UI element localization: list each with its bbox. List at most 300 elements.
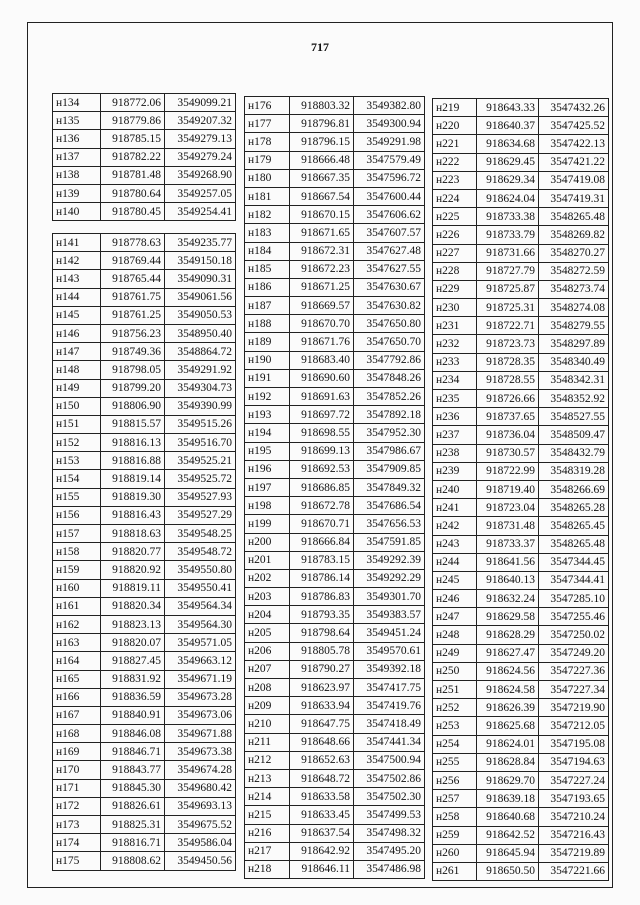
- x-coordinate: 918796.81: [290, 115, 354, 133]
- point-id: н212: [245, 751, 290, 769]
- point-id: н153: [53, 452, 101, 470]
- point-id: н246: [433, 590, 477, 608]
- point-id: н247: [433, 608, 477, 626]
- table-row: [245, 169, 425, 187]
- x-coordinate: 918820.92: [101, 561, 165, 579]
- y-coordinate: 3547344.45: [539, 553, 609, 571]
- x-coordinate: 918761.75: [101, 288, 165, 306]
- point-id: н235: [433, 390, 477, 408]
- table-row: [53, 834, 236, 852]
- point-id: н210: [245, 715, 290, 733]
- x-coordinate: 918671.76: [290, 333, 354, 351]
- x-coordinate: 918666.48: [290, 151, 354, 169]
- point-id: н231: [433, 317, 477, 335]
- y-coordinate: 3547909.85: [354, 460, 425, 478]
- table-row: [245, 224, 425, 242]
- x-coordinate: 918831.92: [101, 670, 165, 688]
- point-id: н163: [53, 634, 101, 652]
- x-coordinate: 918723.73: [477, 335, 539, 353]
- x-coordinate: 918725.31: [477, 299, 539, 317]
- y-coordinate: 3547249.20: [539, 644, 609, 662]
- y-coordinate: 3549150.18: [165, 252, 236, 270]
- table-row: [433, 753, 609, 771]
- y-coordinate: 3547591.85: [354, 533, 425, 551]
- table-row: [53, 397, 236, 415]
- point-id: н141: [53, 234, 101, 252]
- table-row: [53, 506, 236, 524]
- y-coordinate: 3547792.86: [354, 351, 425, 369]
- y-coordinate: 3547441.34: [354, 733, 425, 751]
- y-coordinate: 3547502.86: [354, 769, 425, 787]
- x-coordinate: 918634.68: [477, 135, 539, 153]
- y-coordinate: 3547419.08: [539, 171, 609, 189]
- point-id: н147: [53, 343, 101, 361]
- table-row: [433, 299, 609, 317]
- y-coordinate: 3547498.32: [354, 824, 425, 842]
- table-row: [245, 333, 425, 351]
- x-coordinate: 918749.36: [101, 343, 165, 361]
- x-coordinate: 918819.14: [101, 470, 165, 488]
- point-id: н187: [245, 297, 290, 315]
- table-row: [433, 335, 609, 353]
- table-row: [433, 590, 609, 608]
- point-id: н211: [245, 733, 290, 751]
- point-id: н161: [53, 597, 101, 615]
- y-coordinate: 3548342.31: [539, 371, 609, 389]
- point-id: н159: [53, 561, 101, 579]
- y-coordinate: 3547227.34: [539, 681, 609, 699]
- x-coordinate: 918733.37: [477, 535, 539, 553]
- point-id: н213: [245, 769, 290, 787]
- table-row: [245, 460, 425, 478]
- x-coordinate: 918826.61: [101, 797, 165, 815]
- table-row: [53, 166, 236, 184]
- point-id: н233: [433, 353, 477, 371]
- coordinates-table-1b: [52, 233, 236, 871]
- point-id: н241: [433, 499, 477, 517]
- point-id: н261: [433, 862, 477, 880]
- point-id: н200: [245, 533, 290, 551]
- x-coordinate: 918666.84: [290, 533, 354, 551]
- x-coordinate: 918650.50: [477, 862, 539, 880]
- x-coordinate: 918643.33: [477, 99, 539, 117]
- point-id: н232: [433, 335, 477, 353]
- x-coordinate: 918646.11: [290, 860, 354, 878]
- table-row: [433, 480, 609, 498]
- x-coordinate: 918820.77: [101, 543, 165, 561]
- table-row: [53, 434, 236, 452]
- y-coordinate: 3547686.54: [354, 497, 425, 515]
- table-row: [433, 771, 609, 789]
- x-coordinate: 918818.63: [101, 525, 165, 543]
- point-id: н172: [53, 797, 101, 815]
- point-id: н140: [53, 203, 101, 221]
- y-coordinate: 3548266.69: [539, 480, 609, 498]
- table-row: [245, 733, 425, 751]
- y-coordinate: 3549663.12: [165, 652, 236, 670]
- point-id: н215: [245, 806, 290, 824]
- y-coordinate: 3549235.77: [165, 234, 236, 252]
- x-coordinate: 918637.54: [290, 824, 354, 842]
- y-coordinate: 3547421.22: [539, 153, 609, 171]
- table-row: [53, 112, 236, 130]
- point-id: н184: [245, 242, 290, 260]
- y-coordinate: 3548340.49: [539, 353, 609, 371]
- point-id: н136: [53, 130, 101, 148]
- table-row: [245, 824, 425, 842]
- table-row: [245, 97, 425, 115]
- x-coordinate: 918645.94: [477, 844, 539, 862]
- point-id: н186: [245, 278, 290, 296]
- table-row: [53, 543, 236, 561]
- point-id: н138: [53, 166, 101, 184]
- table-row: [433, 517, 609, 535]
- table-row: [53, 415, 236, 433]
- point-id: н156: [53, 506, 101, 524]
- table-row: [245, 860, 425, 878]
- y-coordinate: 3549550.41: [165, 579, 236, 597]
- x-coordinate: 918727.79: [477, 262, 539, 280]
- point-id: н255: [433, 753, 477, 771]
- point-id: н248: [433, 626, 477, 644]
- table-row: [433, 390, 609, 408]
- table-row: [245, 806, 425, 824]
- point-id: н175: [53, 852, 101, 870]
- table-row: [245, 187, 425, 205]
- x-coordinate: 918825.31: [101, 816, 165, 834]
- x-coordinate: 918719.40: [477, 480, 539, 498]
- y-coordinate: 3549292.29: [354, 569, 425, 587]
- point-id: н234: [433, 371, 477, 389]
- table-row: [53, 270, 236, 288]
- y-coordinate: 3547193.65: [539, 790, 609, 808]
- y-coordinate: 3549693.13: [165, 797, 236, 815]
- x-coordinate: 918626.39: [477, 699, 539, 717]
- x-coordinate: 918808.62: [101, 852, 165, 870]
- table-row: [245, 569, 425, 587]
- x-coordinate: 918642.92: [290, 842, 354, 860]
- table-row: [53, 579, 236, 597]
- y-coordinate: 3547285.10: [539, 590, 609, 608]
- point-id: н244: [433, 553, 477, 571]
- y-coordinate: 3548297.89: [539, 335, 609, 353]
- x-coordinate: 918722.71: [477, 317, 539, 335]
- y-coordinate: 3547195.08: [539, 735, 609, 753]
- table-row: [433, 208, 609, 226]
- point-id: н139: [53, 184, 101, 202]
- point-id: н256: [433, 771, 477, 789]
- y-coordinate: 3547596.72: [354, 169, 425, 187]
- y-coordinate: 3548265.28: [539, 499, 609, 517]
- y-coordinate: 3548270.27: [539, 244, 609, 262]
- x-coordinate: 918815.57: [101, 415, 165, 433]
- y-coordinate: 3549451.24: [354, 624, 425, 642]
- table-row: [433, 826, 609, 844]
- table-row: [245, 242, 425, 260]
- x-coordinate: 918769.44: [101, 252, 165, 270]
- table-row: [53, 306, 236, 324]
- point-id: н229: [433, 280, 477, 298]
- x-coordinate: 918805.78: [290, 642, 354, 660]
- y-coordinate: 3547419.76: [354, 697, 425, 715]
- table-row: [245, 551, 425, 569]
- page-number: 717: [311, 40, 329, 54]
- x-coordinate: 918796.15: [290, 133, 354, 151]
- point-id: н225: [433, 208, 477, 226]
- x-coordinate: 918627.47: [477, 644, 539, 662]
- table-row: [433, 717, 609, 735]
- x-coordinate: 918629.58: [477, 608, 539, 626]
- point-id: н183: [245, 224, 290, 242]
- x-coordinate: 918624.58: [477, 681, 539, 699]
- y-coordinate: 3547495.20: [354, 842, 425, 860]
- x-coordinate: 918670.15: [290, 206, 354, 224]
- y-coordinate: 3547892.18: [354, 406, 425, 424]
- x-coordinate: 918642.52: [477, 826, 539, 844]
- table-row: [53, 743, 236, 761]
- point-id: н189: [245, 333, 290, 351]
- x-coordinate: 918728.55: [477, 371, 539, 389]
- y-coordinate: 3547219.90: [539, 699, 609, 717]
- table-row: [433, 426, 609, 444]
- x-coordinate: 918786.83: [290, 588, 354, 606]
- point-id: н258: [433, 808, 477, 826]
- point-id: н149: [53, 379, 101, 397]
- y-coordinate: 3549291.98: [354, 133, 425, 151]
- point-id: н164: [53, 652, 101, 670]
- point-id: н174: [53, 834, 101, 852]
- x-coordinate: 918819.11: [101, 579, 165, 597]
- y-coordinate: 3548864.72: [165, 343, 236, 361]
- y-coordinate: 3549586.04: [165, 834, 236, 852]
- y-coordinate: 3549300.94: [354, 115, 425, 133]
- table-row: [433, 135, 609, 153]
- table-row: [433, 462, 609, 480]
- y-coordinate: 3547650.70: [354, 333, 425, 351]
- table-row: [245, 624, 425, 642]
- point-id: н251: [433, 681, 477, 699]
- point-id: н222: [433, 153, 477, 171]
- x-coordinate: 918728.35: [477, 353, 539, 371]
- x-coordinate: 918672.78: [290, 497, 354, 515]
- table-row: [433, 262, 609, 280]
- point-id: н250: [433, 662, 477, 680]
- x-coordinate: 918652.63: [290, 751, 354, 769]
- y-coordinate: 3548527.55: [539, 408, 609, 426]
- x-coordinate: 918798.05: [101, 361, 165, 379]
- x-coordinate: 918779.86: [101, 112, 165, 130]
- point-id: н217: [245, 842, 290, 860]
- point-id: н190: [245, 351, 290, 369]
- x-coordinate: 918780.64: [101, 184, 165, 202]
- point-id: н224: [433, 189, 477, 207]
- table-row: [245, 351, 425, 369]
- y-coordinate: 3549279.24: [165, 148, 236, 166]
- y-coordinate: 3548509.47: [539, 426, 609, 444]
- table-row: [53, 184, 236, 202]
- point-id: н143: [53, 270, 101, 288]
- point-id: н173: [53, 816, 101, 834]
- point-id: н160: [53, 579, 101, 597]
- point-id: н158: [53, 543, 101, 561]
- table-row: [245, 115, 425, 133]
- y-coordinate: 3548265.45: [539, 517, 609, 535]
- table-row: [433, 681, 609, 699]
- x-coordinate: 918683.40: [290, 351, 354, 369]
- x-coordinate: 918670.70: [290, 315, 354, 333]
- table-row: [245, 679, 425, 697]
- point-id: н191: [245, 369, 290, 387]
- point-id: н146: [53, 324, 101, 342]
- table-row: [245, 751, 425, 769]
- x-coordinate: 918722.99: [477, 462, 539, 480]
- point-id: н202: [245, 569, 290, 587]
- x-coordinate: 918845.30: [101, 779, 165, 797]
- point-id: н242: [433, 517, 477, 535]
- x-coordinate: 918639.18: [477, 790, 539, 808]
- table-row: [53, 652, 236, 670]
- x-coordinate: 918731.66: [477, 244, 539, 262]
- table-row: [245, 715, 425, 733]
- table-row: [433, 117, 609, 135]
- y-coordinate: 3549268.90: [165, 166, 236, 184]
- y-coordinate: 3547419.31: [539, 189, 609, 207]
- point-id: н171: [53, 779, 101, 797]
- point-id: н198: [245, 497, 290, 515]
- x-coordinate: 918672.31: [290, 242, 354, 260]
- y-coordinate: 3549090.31: [165, 270, 236, 288]
- point-id: н237: [433, 426, 477, 444]
- x-coordinate: 918648.72: [290, 769, 354, 787]
- y-coordinate: 3549680.42: [165, 779, 236, 797]
- x-coordinate: 918672.23: [290, 260, 354, 278]
- table-row: [433, 553, 609, 571]
- point-id: н254: [433, 735, 477, 753]
- table-row: [245, 606, 425, 624]
- point-id: н243: [433, 535, 477, 553]
- point-id: н193: [245, 406, 290, 424]
- table-row: [433, 844, 609, 862]
- x-coordinate: 918641.56: [477, 553, 539, 571]
- point-id: н168: [53, 725, 101, 743]
- table-row: [433, 699, 609, 717]
- y-coordinate: 3547600.44: [354, 187, 425, 205]
- x-coordinate: 918633.45: [290, 806, 354, 824]
- y-coordinate: 3549571.05: [165, 634, 236, 652]
- x-coordinate: 918624.01: [477, 735, 539, 753]
- table-row: [53, 615, 236, 633]
- point-id: н157: [53, 525, 101, 543]
- point-id: н245: [433, 571, 477, 589]
- point-id: н240: [433, 480, 477, 498]
- point-id: н205: [245, 624, 290, 642]
- x-coordinate: 918628.29: [477, 626, 539, 644]
- table-row: [245, 297, 425, 315]
- point-id: н182: [245, 206, 290, 224]
- point-id: н238: [433, 444, 477, 462]
- x-coordinate: 918640.68: [477, 808, 539, 826]
- y-coordinate: 3549527.29: [165, 506, 236, 524]
- point-id: н236: [433, 408, 477, 426]
- y-coordinate: 3547432.26: [539, 99, 609, 117]
- x-coordinate: 918686.85: [290, 478, 354, 496]
- y-coordinate: 3548265.48: [539, 208, 609, 226]
- table-row: [245, 788, 425, 806]
- point-id: н162: [53, 615, 101, 633]
- table-row: [245, 697, 425, 715]
- point-id: н142: [53, 252, 101, 270]
- point-id: н239: [433, 462, 477, 480]
- point-id: н135: [53, 112, 101, 130]
- y-coordinate: 3547630.67: [354, 278, 425, 296]
- table-row: [53, 779, 236, 797]
- point-id: н144: [53, 288, 101, 306]
- y-coordinate: 3549674.28: [165, 761, 236, 779]
- table-row: [245, 260, 425, 278]
- x-coordinate: 918640.13: [477, 571, 539, 589]
- y-coordinate: 3548279.55: [539, 317, 609, 335]
- point-id: н177: [245, 115, 290, 133]
- x-coordinate: 918806.90: [101, 397, 165, 415]
- x-coordinate: 918648.66: [290, 733, 354, 751]
- point-id: н221: [433, 135, 477, 153]
- y-coordinate: 3548950.40: [165, 324, 236, 342]
- y-coordinate: 3549050.53: [165, 306, 236, 324]
- y-coordinate: 3549516.70: [165, 434, 236, 452]
- point-id: н218: [245, 860, 290, 878]
- y-coordinate: 3547502.30: [354, 788, 425, 806]
- point-id: н194: [245, 424, 290, 442]
- y-coordinate: 3549279.13: [165, 130, 236, 148]
- y-coordinate: 3547227.24: [539, 771, 609, 789]
- point-id: н134: [53, 94, 101, 112]
- x-coordinate: 918823.13: [101, 615, 165, 633]
- x-coordinate: 918785.15: [101, 130, 165, 148]
- y-coordinate: 3549099.21: [165, 94, 236, 112]
- point-id: н249: [433, 644, 477, 662]
- table-row: [53, 816, 236, 834]
- table-row: [433, 408, 609, 426]
- y-coordinate: 3547579.49: [354, 151, 425, 169]
- point-id: н257: [433, 790, 477, 808]
- x-coordinate: 918737.65: [477, 408, 539, 426]
- x-coordinate: 918698.55: [290, 424, 354, 442]
- table-row: [433, 790, 609, 808]
- x-coordinate: 918846.71: [101, 743, 165, 761]
- table-row: [53, 361, 236, 379]
- table-row: [433, 317, 609, 335]
- y-coordinate: 3549207.32: [165, 112, 236, 130]
- table-row: [245, 533, 425, 551]
- y-coordinate: 3549671.19: [165, 670, 236, 688]
- y-coordinate: 3549254.41: [165, 203, 236, 221]
- y-coordinate: 3547499.53: [354, 806, 425, 824]
- y-coordinate: 3547486.98: [354, 860, 425, 878]
- x-coordinate: 918772.06: [101, 94, 165, 112]
- y-coordinate: 3549383.57: [354, 606, 425, 624]
- x-coordinate: 918783.15: [290, 551, 354, 569]
- x-coordinate: 918819.30: [101, 488, 165, 506]
- table-row: [433, 353, 609, 371]
- y-coordinate: 3548269.82: [539, 226, 609, 244]
- table-row: [245, 369, 425, 387]
- x-coordinate: 918691.63: [290, 388, 354, 406]
- point-id: н170: [53, 761, 101, 779]
- table-row: [245, 424, 425, 442]
- point-id: н169: [53, 743, 101, 761]
- point-id: н195: [245, 442, 290, 460]
- point-id: н179: [245, 151, 290, 169]
